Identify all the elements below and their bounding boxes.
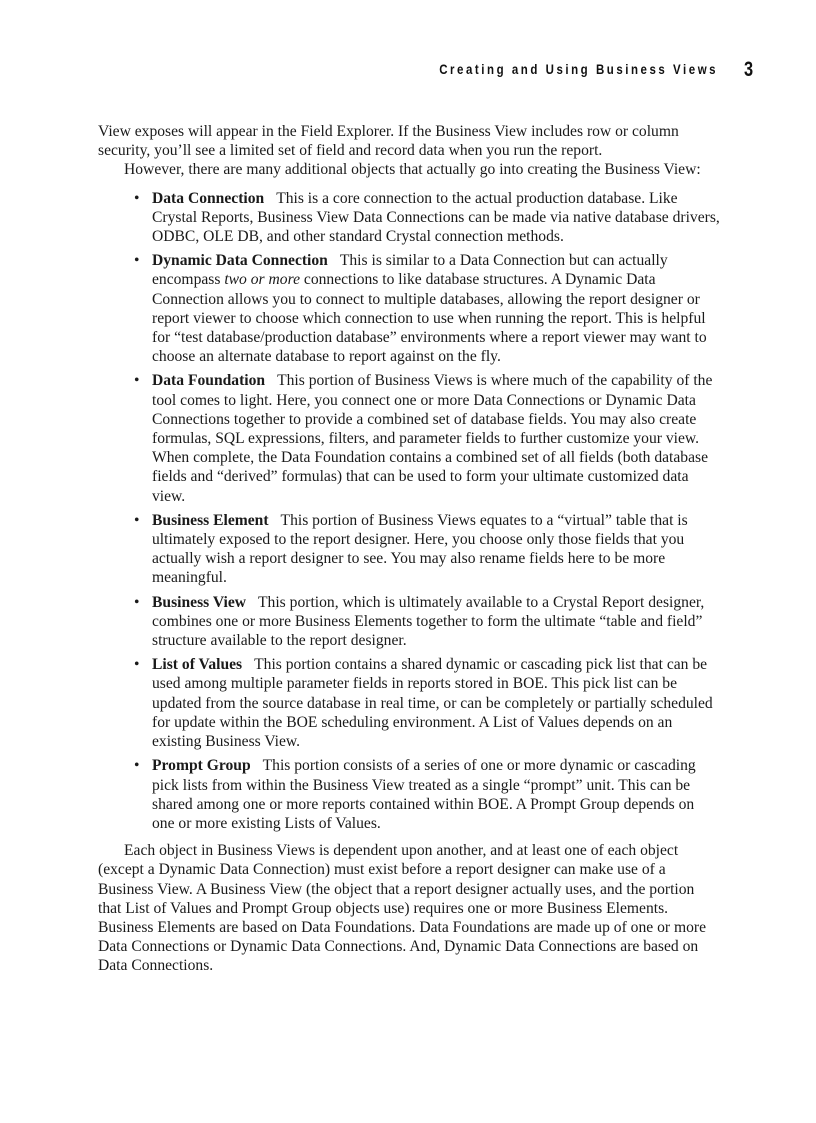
term-description: This portion contains a shared dynamic or cascading pick list that can be used among multiple parameter fields in reports stored in BOE. This pick list can be updated from the source database in real time, or can be completely or partially scheduled for update within the BOE scheduling environment. A List of Values depends on an existing Business View. <box>152 656 713 751</box>
list-item-business-view <box>98 593 720 651</box>
term-description: This portion consists of a series of one or more dynamic or cascading pick lists from within the Business View treated as a single “prompt” unit. This can be shared among one or more reports contained within BOE. A Prompt Group depends on one or more existing Lists of Values. <box>152 757 696 832</box>
closing-paragraph: Each object in Business Views is dependent upon another, and at least one of each object (except a Dynamic Data Connection) must exist before a report designer can make use of a Business View. A Business View (the object that a report designer actually uses, and the portion that List of Values and Prompt Group objects use) requires one or more Business Elements. Business Elements are based on Data Foundations. Data Foundations are made up of one or more Data Connections or Dynamic Data Connections. And, Dynamic Data Connections are based on Data Connections. <box>98 842 707 975</box>
page-number: 3 <box>744 58 754 81</box>
list-item-prompt-group <box>98 756 720 833</box>
bullet-icon: • <box>134 656 140 674</box>
emphasis-text: two or more <box>224 271 300 289</box>
term-label: Business Element <box>152 511 269 529</box>
business-view-objects-list <box>98 189 720 834</box>
bullet-icon: • <box>134 757 140 775</box>
term-description: This portion, which is ultimately available to a Crystal Report designer, combines one or more Business Elements together to form the ultimate “table and field” structure available to the report designer. <box>152 593 705 650</box>
term-description: This is similar to a Data Connection but can actually encompass <box>152 252 668 289</box>
bullet-icon: • <box>134 372 140 390</box>
intro-paragraph: View exposes will appear in the Field Explorer. If the Business View includes row or column security, you’ll see a limited set of field and record data when you run the report. <box>98 123 679 160</box>
bullet-icon: • <box>134 593 140 611</box>
list-item-dynamic-data-connection <box>98 251 720 366</box>
term-label: List of Values <box>152 656 243 674</box>
bullet-icon: • <box>134 511 140 529</box>
term-label: Prompt Group <box>152 757 251 775</box>
term-description: This portion of Business Views is where much of the capability of the tool comes to light. Here, you connect one or more Data Connections or Dynamic Data Connections together to provide a combined set of database fields. You may also create formulas, SQL expressions, filters, and parameter fields to further customize your view. When complete, the Data Foundation contains a combined set of all fields (both database fields and “derived” formulas) that can be used to form your ultimate customized data view. <box>152 372 713 505</box>
chapter-title: Creating and Using Business Views <box>439 61 718 77</box>
list-item-business-element <box>98 511 720 588</box>
list-item-data-connection <box>98 189 720 247</box>
term-label: Data Foundation <box>152 372 266 390</box>
term-label: Business View <box>152 593 247 611</box>
bullet-icon: • <box>134 189 140 207</box>
page-body <box>98 122 720 976</box>
bullet-icon: • <box>134 252 140 270</box>
term-description: This is a core connection to the actual production database. Like Crystal Reports, Business View Data Connections can be made via native database drivers, ODBC, OLE DB, and other standard Crystal connection methods. <box>152 189 720 246</box>
intro-lead-paragraph: However, there are many additional objects that actually go into creating the Business View: <box>124 161 701 179</box>
term-label: Dynamic Data Connection <box>152 252 328 270</box>
term-description: This portion of Business Views equates to a “virtual” table that is ultimately exposed to the report designer. Here, you choose only those fields that you actually wish a report designer to see. You may also rename fields here to be more meaningful. <box>152 511 688 587</box>
list-item-list-of-values <box>98 655 720 751</box>
term-label: Data Connection <box>152 189 265 207</box>
term-description-continued: connections to like database structures. A Dynamic Data Connection allows you to connect to multiple databases, allowing the report designer or report viewer to choose which connection to use when running the report. This is helpful for “test database/production database” environments where a report viewer may want to choose an alternate database to report against on the fly. <box>152 271 707 366</box>
running-header <box>0 58 816 82</box>
list-item-data-foundation <box>98 371 720 505</box>
